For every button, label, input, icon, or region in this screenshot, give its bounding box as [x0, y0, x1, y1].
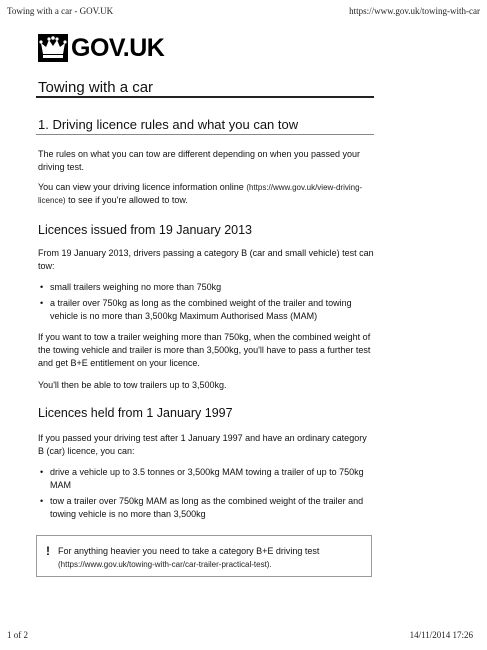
intro-link-url[interactable]: (https://www.gov.uk/view-driving-licence) — [38, 183, 363, 205]
print-timestamp: 14/11/2014 17:26 — [409, 630, 473, 640]
lead-2013: From 19 January 2013, drivers passing a category B (car and small vehicle) test can tow: — [38, 248, 374, 271]
list-item: • a trailer over 750kg as long as the combined weight of the trailer and towing vehicle is no more than 3,500kg Maximum Authorised Mass (MAM) — [38, 297, 374, 323]
print-header-url: https://www.gov.uk/towing-with-car — [349, 6, 480, 16]
list-1997 — [38, 466, 374, 524]
intro-paragraph-2 — [38, 181, 374, 207]
callout-url[interactable]: (https://www.gov.uk/towing-with-car/car-trailer-practical-test). — [58, 560, 272, 569]
page-number: 1 of 2 — [7, 630, 28, 640]
lead-1997: If you passed your driving test after 1 January 1997 and have an ordinary category B (car) licence, you can: — [38, 433, 367, 456]
section-divider — [36, 134, 374, 135]
list-2013 — [38, 281, 374, 326]
logo-text: GOV.UK — [71, 33, 165, 62]
heading-2013: Licences issued from 19 January 2013 — [38, 223, 253, 237]
warning-icon: ! — [46, 544, 50, 558]
callout-box — [36, 535, 372, 577]
govuk-logo[interactable] — [38, 33, 164, 63]
list-item: • drive a vehicle up to 3.5 tonnes or 3,500kg MAM towing a trailer of up to 750kg MAM — [38, 466, 374, 492]
crown-icon — [38, 34, 68, 62]
title-divider — [36, 96, 374, 98]
intro-link-text[interactable]: You can view your driving licence information online — [38, 182, 244, 192]
section-heading: 1. Driving licence rules and what you can tow — [38, 117, 299, 132]
page-title: Towing with a car — [38, 79, 154, 96]
intro-paragraph-1: The rules on what you can tow are different depending on when you passed your driving test. — [38, 149, 361, 172]
callout-text[interactable]: For anything heavier you need to take a category B+E driving test — [58, 546, 320, 556]
list-item: • tow a trailer over 750kg MAM as long as the combined weight of the trailer and towing vehicle is no more than 3,500kg — [38, 495, 374, 521]
heading-1997: Licences held from 1 January 1997 — [38, 406, 233, 420]
paragraph-further-test: If you want to tow a trailer weighing more than 750kg, when the combined weight of the towing vehicle and trailer is more than 3,500kg, you'll have to pass a further test and get B+E entitlement on your licence. — [38, 332, 371, 368]
intro-tail: to see if you're allowed to tow. — [68, 195, 188, 205]
paragraph-tow-limit: You'll then be able to tow trailers up to 3,500kg. — [38, 380, 227, 390]
list-item: • small trailers weighing no more than 750kg — [38, 281, 374, 294]
print-header-title: Towing with a car - GOV.UK — [7, 6, 114, 16]
